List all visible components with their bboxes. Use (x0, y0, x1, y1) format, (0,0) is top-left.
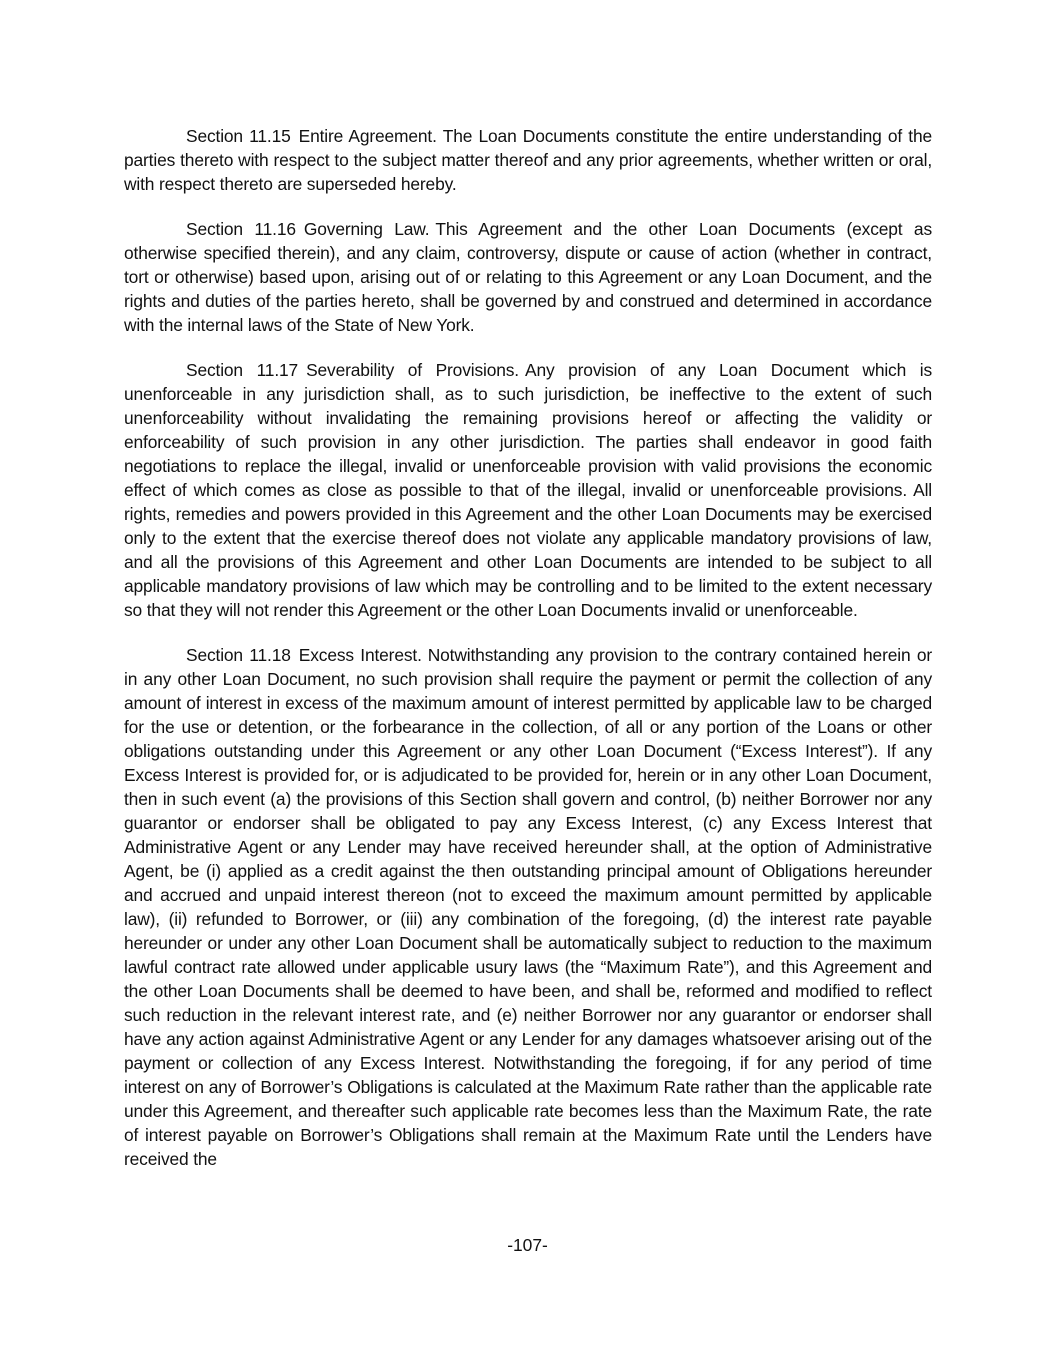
section-number: Section 11.17 (186, 360, 299, 380)
section-number: Section 11.16 (186, 219, 296, 239)
section-body: This Agreement and the other Loan Documents (except as otherwise specified therein), and any claim, controversy, dispute or cause of action (whether in contract, tort or otherwise) based upon, arising out of or relating to this Agreement or any Loan Document, and the rights and duties of the parties hereto, shall be governed by and construed and determined in accordance with the internal laws of the State of New York. (124, 219, 932, 335)
section-title: Severability of Provisions. (306, 360, 519, 380)
section-heading (124, 360, 525, 380)
document-page (124, 124, 932, 1192)
section-body: Any provision of any Loan Document which is unenforceable in any jurisdiction shall, as to such jurisdiction, be ineffective to the extent of such unenforceability without invalidating the remaining provisions hereof or affecting the validity or enforceability of such provision in any other jurisdiction. The parties shall endeavor in good faith negotiations to replace the illegal, invalid or unenforceable provision with valid provisions the economic effect of which comes as close as possible to that of the illegal, invalid or unenforceable provisions. All rights, remedies and powers provided in this Agreement and the other Loan Documents may be exercised only to the extent that the exercise thereof does not violate any applicable mandatory provisions of law, and all the provisions of this Agreement and other Loan Documents are intended to be subject to all applicable mandatory provisions of law which may be controlling and to be limited to the extent necessary so that they will not render this Agreement or the other Loan Documents invalid or unenforceable. (124, 360, 932, 620)
section-11-17 (124, 358, 932, 622)
page-number: -107- (507, 1235, 548, 1255)
section-title: Entire Agreement. (298, 126, 437, 146)
section-title: Governing Law. (303, 219, 430, 239)
section-heading (124, 219, 435, 239)
section-heading (124, 645, 428, 665)
section-11-18 (124, 643, 932, 1171)
section-title: Excess Interest. (298, 645, 422, 665)
section-11-15 (124, 124, 932, 196)
section-number: Section 11.15 (186, 126, 291, 146)
section-body: The Loan Documents constitute the entire understanding of the parties thereto with respect to the subject matter thereof and any prior agreements, whether written or oral, with respect thereto are superseded hereby. (124, 126, 932, 194)
section-11-16 (124, 217, 932, 337)
section-body: Notwithstanding any provision to the contrary contained herein or in any other Loan Document, no such provision shall require the payment or permit the collection of any amount of interest in excess of the maximum amount of interest permitted by applicable law to be charged for the use or detention, or the forbearance in the collection, of all or any portion of the Loans or other obligations outstanding under this Agreement or any other Loan Document (“Excess Interest”). If any Excess Interest is provided for, or is adjudicated to be provided for, herein or in any other Loan Document, then in such event (a) the provisions of this Section shall govern and control, (b) neither Borrower nor any guarantor or endorser shall be obligated to pay any Excess Interest, (c) any Excess Interest that Administrative Agent or any Lender may have received hereunder shall, at the option of Administrative Agent, be (i) applied as a credit against the then outstanding principal amount of Obligations hereunder and accrued and unpaid interest thereon (not to exceed the maximum amount permitted by applicable law), (ii) refunded to Borrower, or (iii) any combination of the foregoing, (d) the interest rate payable hereunder or under any other Loan Document shall be automatically subject to reduction to the maximum lawful contract rate allowed under applicable usury laws (the “Maximum Rate”), and this Agreement and the other Loan Documents shall be deemed to have been, and shall be, reformed and modified to reflect such reduction in the relevant interest rate, and (e) neither Borrower nor any guarantor or endorser shall have any action against Administrative Agent or any Lender for any damages whatsoever arising out of the payment or collection of any Excess Interest. Notwithstanding the foregoing, if for any period of time interest on any of Borrower’s Obligations is calculated at the Maximum Rate rather than the applicable rate under this Agreement, and thereafter such applicable rate becomes less than the Maximum Rate, the rate of interest payable on Borrower’s Obligations shall remain at the Maximum Rate until the Lenders have received the (124, 645, 932, 1169)
section-number: Section 11.18 (186, 645, 291, 665)
section-heading (124, 126, 443, 146)
